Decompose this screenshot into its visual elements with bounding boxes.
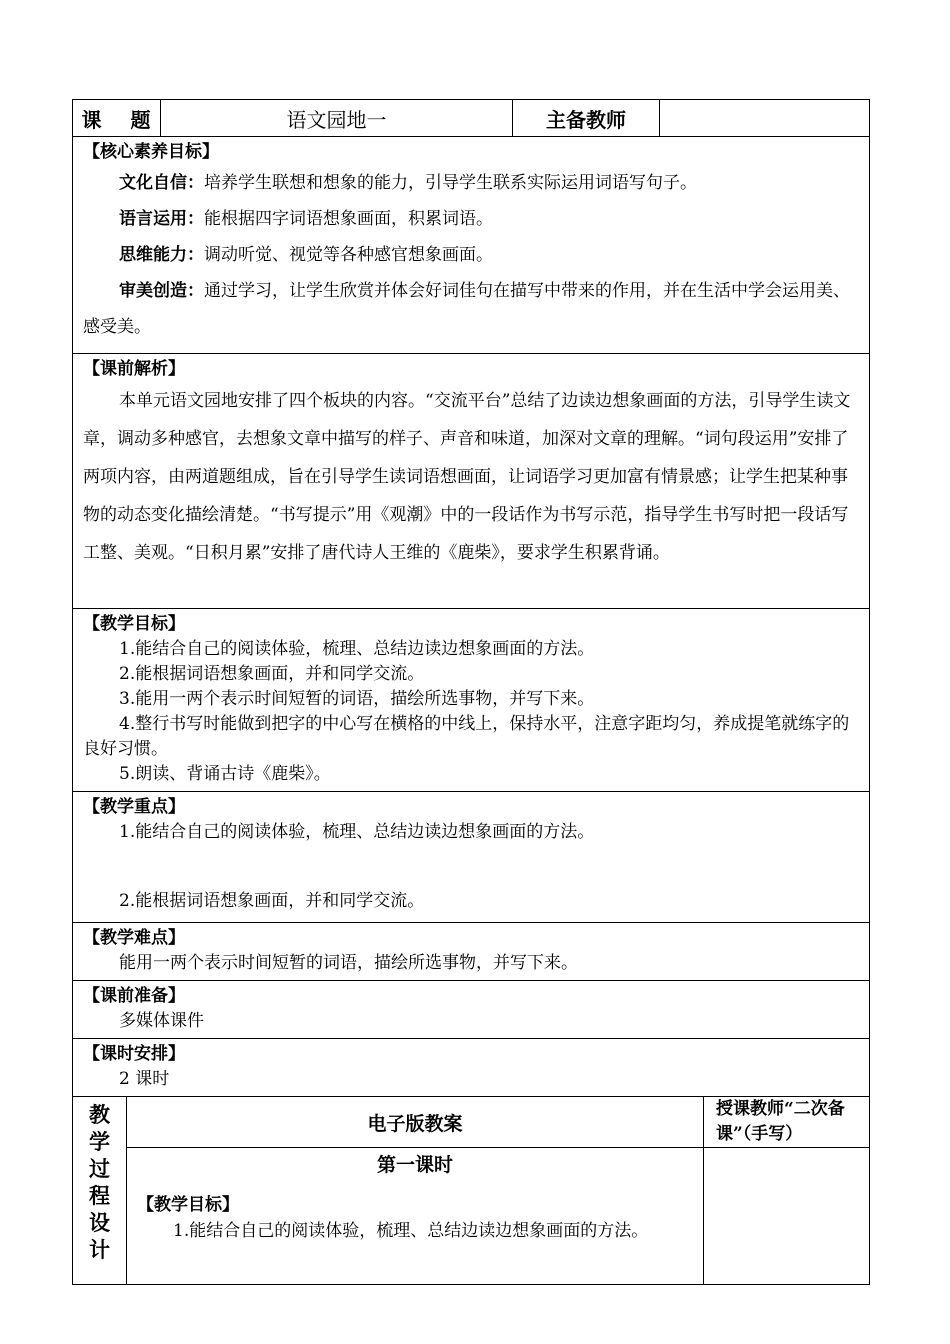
process-table	[72, 1096, 870, 1285]
teacher-value[interactable]	[660, 100, 870, 137]
goals-section	[73, 609, 870, 792]
analysis-row	[73, 354, 870, 609]
difficulty-section	[73, 923, 870, 981]
core-goals-title: 【核心素养目标】	[83, 142, 219, 162]
schedule-text: 2 课时	[119, 1069, 170, 1089]
schedule-title: 【课时安排】	[83, 1044, 185, 1064]
core-goals-section	[73, 137, 870, 354]
second-prep-title: 授课教师“二次备课”（手写）	[704, 1097, 870, 1148]
topic-label-char-1: 课	[81, 107, 103, 132]
key-points-spacer	[83, 845, 861, 889]
key-points-row	[73, 792, 870, 923]
plan-title: 电子版教案	[127, 1097, 704, 1148]
goal-item: 1.能结合自己的阅读体验，梳理、总结边读边想象画面的方法。	[119, 639, 595, 659]
analysis-text: 本单元语文园地安排了四个板块的内容。“交流平台”总结了边读边想象画面的方法，引导学生读文章，调动多种感官，去想象文章中描写的样子、声音和味道，加深对文章的理解。“词句段运用”安排了两项内容，由两道题组成，旨在引导学生读词语想画面，让词语学习更加富有情景感；让学生把某种事物的动态变化描绘清楚。“书写提示”用《观潮》中的一段话作为书写示范，指导学生书写时把一段话写工整、美观。“日积月累”安排了唐代诗人王维的《鹿柴》，要求学生积累背诵。	[83, 391, 851, 563]
goal-item: 4.整行书写时能做到把字的中心写在横格的中线上，保持水平，注意字距均匀，养成提笔就练字的良好习惯。	[83, 714, 850, 759]
process-header-row	[73, 1097, 870, 1148]
key-point-item: 2.能根据词语想象画面，并和同学交流。	[119, 891, 425, 911]
key-points-section	[73, 792, 870, 923]
goals-row	[73, 609, 870, 792]
difficulty-title: 【教学难点】	[83, 928, 185, 948]
topic-label	[73, 100, 161, 137]
core-item-language: 语言运用：能根据四字词语想象画面，积累词语。	[119, 209, 493, 229]
difficulty-text: 能用一两个表示时间短暂的词语，描绘所选事物，并写下来。	[119, 953, 578, 973]
topic-value: 语文园地一	[161, 100, 513, 137]
schedule-section	[73, 1039, 870, 1097]
analysis-title: 【课前解析】	[83, 359, 185, 379]
prep-row	[73, 981, 870, 1039]
lesson-plan-sheet	[72, 99, 869, 1285]
lesson-one-section	[127, 1148, 704, 1285]
process-body-row	[73, 1148, 870, 1285]
goal-item: 3.能用一两个表示时间短暂的词语，描绘所选事物，并写下来。	[119, 689, 595, 709]
teacher-label: 主备教师	[513, 100, 660, 137]
lesson-goal-text: 1.能结合自己的阅读体验，梳理、总结边读边想象画面的方法。	[173, 1221, 649, 1241]
lesson-goal-title: 【教学目标】	[137, 1195, 239, 1215]
goal-item: 5.朗读、背诵古诗《鹿柴》。	[119, 764, 331, 784]
key-point-item: 1.能结合自己的阅读体验，梳理、总结边读边想象画面的方法。	[119, 822, 595, 842]
schedule-row	[73, 1039, 870, 1097]
prep-title: 【课前准备】	[83, 986, 185, 1006]
goals-title: 【教学目标】	[83, 614, 185, 634]
process-side-label: 教 学 过 程 设 计	[73, 1097, 127, 1285]
prep-text: 多媒体课件	[119, 1011, 204, 1031]
prep-section	[73, 981, 870, 1039]
analysis-section	[73, 354, 870, 609]
second-prep-area[interactable]	[704, 1148, 870, 1285]
lesson-title: 第一课时	[376, 1154, 453, 1176]
core-item-culture: 文化自信：培养学生联想和想象的能力，引导学生联系实际运用词语写句子。	[119, 173, 697, 193]
lesson-plan-table	[72, 99, 870, 1097]
core-item-aesthetic: 审美创造：通过学习，让学生欣赏并体会好词佳句在描写中带来的作用，并在生活中学会运用美、感受美。	[83, 281, 850, 337]
core-goals-row	[73, 137, 870, 354]
core-item-thinking: 思维能力：调动听觉、视觉等各种感官想象画面。	[119, 245, 493, 265]
key-points-title: 【教学重点】	[83, 797, 185, 817]
goal-item: 2.能根据词语想象画面，并和同学交流。	[119, 664, 425, 684]
header-row	[73, 100, 870, 137]
topic-label-char-2: 题	[130, 107, 152, 132]
difficulty-row	[73, 923, 870, 981]
